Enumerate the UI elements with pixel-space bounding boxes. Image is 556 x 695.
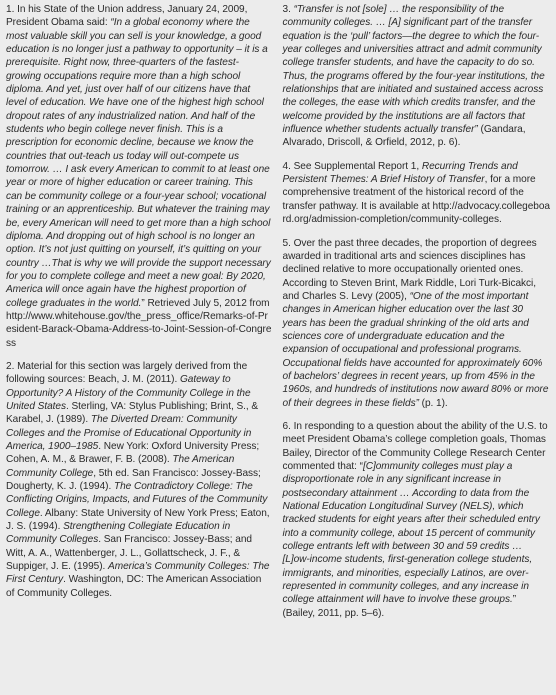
footnote-5-citation: (p. 1). [418, 397, 448, 409]
footnote-2-title-2: The Diverted Dream: Community Colleges and the Promise of Educational Opportunity in America, 1900–1985 [6, 414, 252, 452]
right-column [283, 3, 551, 695]
footnote-2 [6, 360, 272, 600]
footnote-2-part-2: . Sterling, VA: Stylus Publishing; Brint, S., & Karabel, J. (1989). [6, 400, 259, 426]
footnote-4-intro: 4. See Supplemental Report 1, [282, 160, 422, 172]
footnote-1 [6, 3, 272, 350]
footnote-2-title-4: The Contradictory College: The Conflicting Origins, Impacts, and Futures of the Community College [6, 481, 268, 519]
footnote-2-title-5: Strengthening Collegiate Education in Community Colleges [6, 521, 231, 546]
footnote-4-url: http://advocacy.collegeboard.org/admission-completion/community-colleges [282, 200, 550, 226]
footnote-5 [283, 237, 551, 410]
footnote-2-title-1: Gateway to Opportunity? A History of the Community College in the United States [6, 374, 251, 412]
footnote-6 [283, 420, 551, 620]
footnote-3-number: 3. [282, 4, 294, 15]
footnote-2-title-3: The American Community College [6, 454, 235, 479]
footnote-1-retrieved: ” Retrieved July 5, 2012 from [141, 297, 270, 309]
footnote-5-quote: “One of the most important changes in American higher education over the last 30 years has been the gradual shrinking of the old arts and sciences core of undergraduate education and the expansion of occupational and professional programs. Occupational fields have accounted for approximately 60% of bachelors’ degrees in recent years, up from 45% in the 1960s, and hundreds of institutions now award 80% or more of their degrees in these fields” [282, 290, 549, 409]
footnote-2-part-7: . Washington, DC: The American Association of Community Colleges. [6, 574, 262, 599]
footnote-2-part-3: . New York: Oxford University Press; Cohen, A. M., & Brawer, F. B. (2008). [6, 441, 260, 466]
footnote-2-part-4: , 5th ed. San Francisco: Jossey-Bass; Dougherty, K. J. (1994). [6, 467, 261, 493]
footnote-4-title: Recurring Trends and Persistent Themes: A Brief History of Transfer [282, 160, 518, 186]
footnote-1-quote: “In a global economy where the most valuable skill you can sell is your knowledge, a good education is no longer just a pathway to opportunity – it is a prerequisite. Right now, three-quarters of the fastest-growing occupations require more than a high school diploma. And yet, just over half of our citizens have that level of education. We have one of the highest high school dropout rates of any industrialized nation. And half of the students who begin college never finish. This is a prescription for economic decline, because we know the countries that out-teach us today will out-compete us tomorrow. … I ask every American to commit to at least one year or more of higher education or career training. This can be community college or a four-year school; vocational training or an apprenticeship. But whatever the training may be, every American will need to get more than a high school diploma. And dropping out of high school is no longer an option. It’s not just quitting on yourself, it’s quitting on your country …That is why we will provide the support necessary for you to complete college and meet a new goal: By 2020, America will once again have the highest proportion of college graduates in the world. [6, 17, 271, 309]
footnote-4 [283, 160, 551, 227]
footnote-6-citation: ” (Bailey, 2011, pp. 5–6). [282, 594, 517, 619]
footnote-3-citation: (Gandara, Alvarado, Driscoll, & Orfield, 2012, p. 6). [282, 124, 526, 149]
footnote-2-part-5: . Albany: State University of New York Press; Eaton, J. S. (1994). [6, 507, 270, 533]
footnote-6-intro: 6. In responding to a question about the ability of the U.S. to meet President Obama’s college completion goals, Thomas Bailey, Director of the Community College Research Center commented that: “ [282, 420, 548, 472]
footnote-3-quote: “Transfer is not [sole] … the responsibility of the community colleges. … [A] significant part of the transfer equation is the ‘pull’ factors—the degree to which the four-year colleges and universities attract and admit community college transfer students, and have the capacity to do so. Thus, the programs offered by the four-year institutions, the relationships that are initiated and sustained access across the colleges, the ease with which credits transfer, and the welcome provided by the institutions are all factors that influence whether students actually transfer” [282, 4, 545, 136]
footnote-2-title-6: America’s Community Colleges: The First Century [6, 561, 270, 586]
footnote-1-intro: 1. In his State of the Union address, January 24, 2009, President Obama said: [6, 4, 248, 29]
footnote-2-part-1: 2. Material for this section was largely derived from the following sources: Beach, J. M. (2011). [6, 360, 248, 386]
footnote-5-intro: 5. Over the past three decades, the proportion of degrees awarded in traditional arts and sciences disciplines has declined relative to more occupationally oriented ones. According to Steven Brint, Mark Riddle, Lori Turk-Bicakci, and Charles S. Levy (2005), [282, 237, 537, 302]
footnote-6-quote: [C]ommunity colleges must play a disproportionate role in any significant increase in postsecondary attainment … According to data from the National Education Longitudinal Survey (NELS), which tracked students for eight years after their scheduled entry into a community college, about 15 percent of community college entrants left with between 30 and 59 credits … [L]ow-income students, first-generation college students, immigrants, and minorities, especially Latinos, are over-represented in community colleges, and any increase in college attainment will have to involve these groups. [282, 461, 540, 606]
footnote-1-url: http://www.whitehouse.gov/the_press_office/Remarks-of-President-Barack-Obama-Address-to-Joint-Session-of-Congress [6, 310, 272, 349]
footnote-3 [283, 3, 551, 150]
footnote-4-end: . [499, 214, 502, 226]
footnote-2-part-6: . San Francisco: Jossey-Bass; and Witt, A. A., Wattenberger, J. L., Gollattscheck, J. F., & Suppiger, J. E. (1995). [6, 534, 252, 573]
footnote-4-body: , for a more comprehensive treatment of the historical record of the transfer pathway. It is available at [282, 174, 536, 212]
left-column [6, 3, 272, 695]
